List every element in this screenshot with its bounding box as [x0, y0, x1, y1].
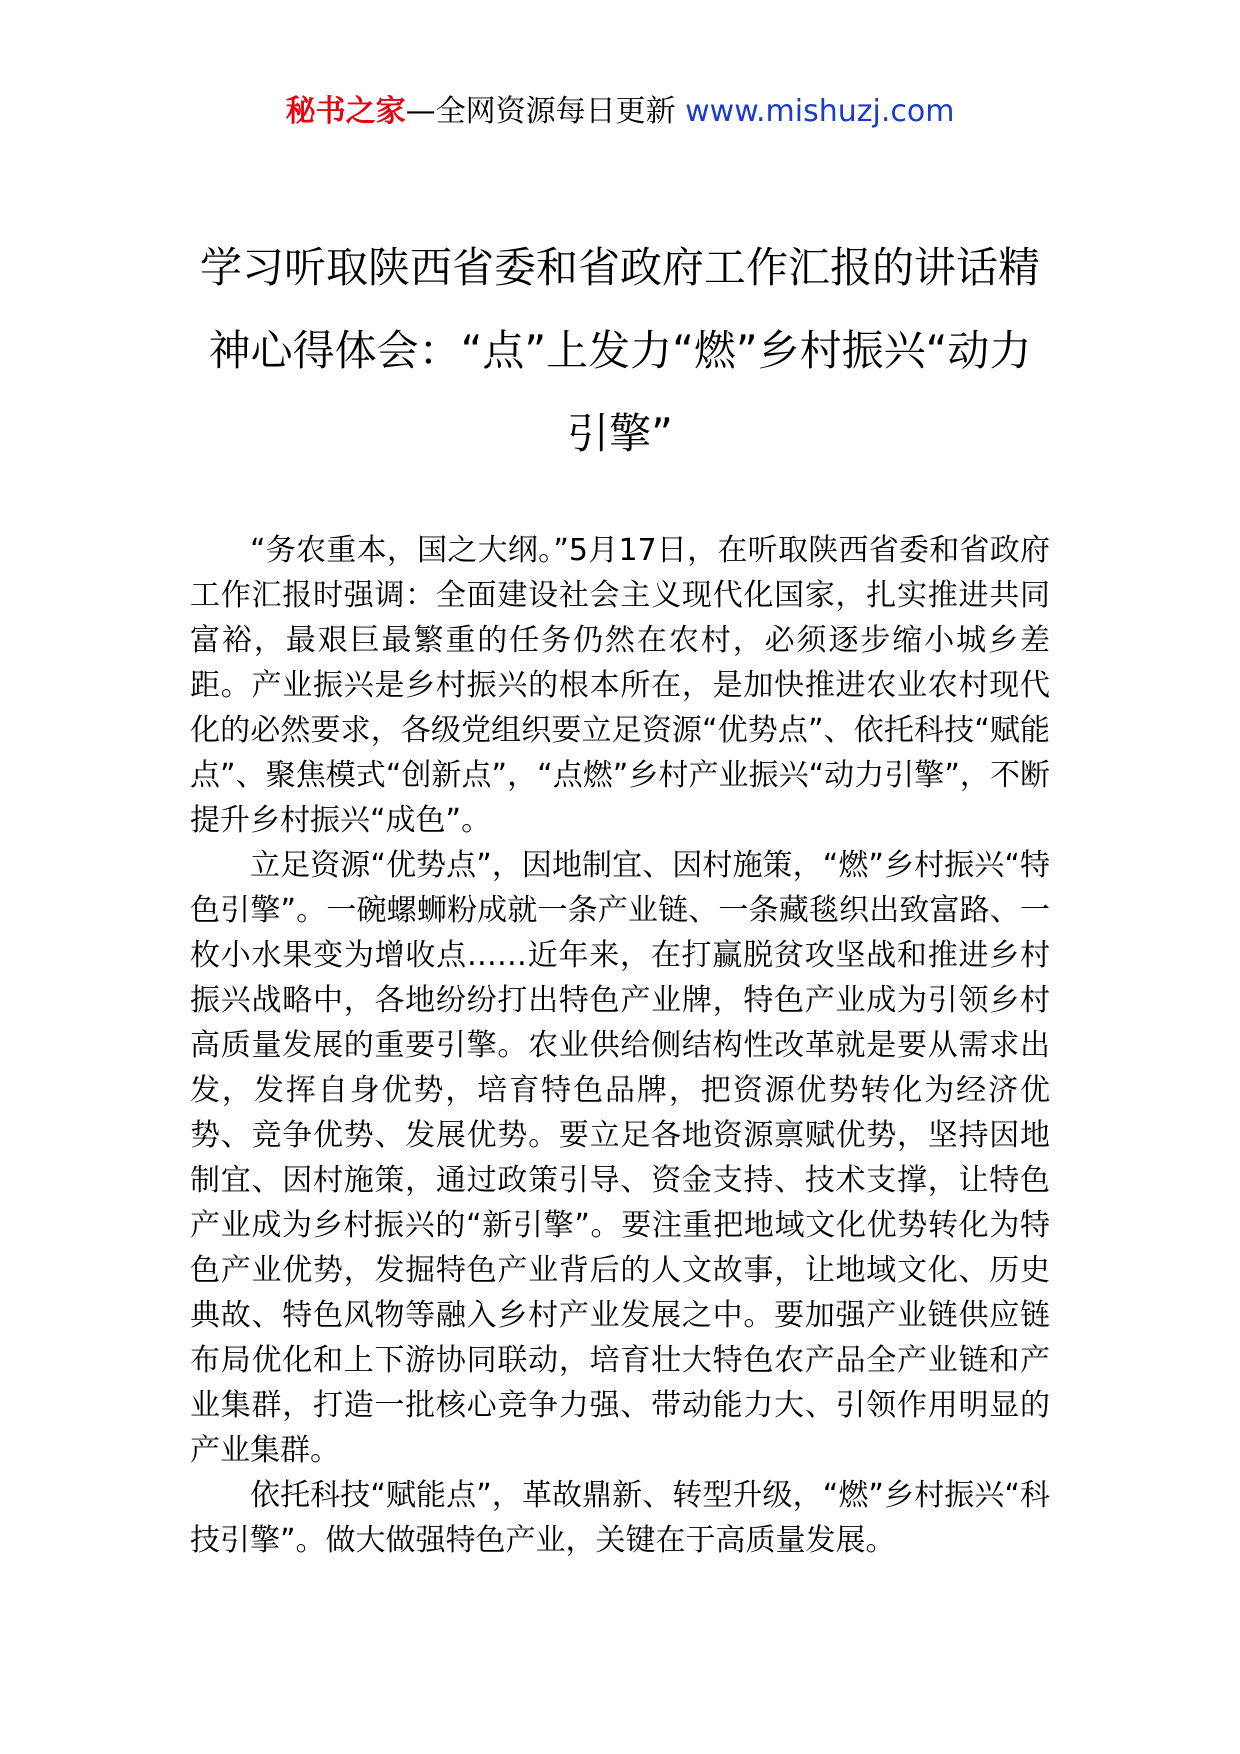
site-url-link[interactable]: www.mishuzj.com — [685, 94, 955, 129]
body-paragraph: “务农重本，国之大纲。”5月17日，在听取陕西省委和省政府工作汇报时强调：全面建设社会主义现代化国家，扎实推进共同富裕，最艰巨最繁重的任务仍然在农村，必须逐步缩小城乡差距。产业振兴是乡村振兴的根本所在，是加快推进农业农村现代化的必然要求，各级党组织要立足资源“优势点”、依托科技“赋能点”、聚焦模式“创新点”，“点燃”乡村产业振兴“动力引擎”，不断提升乡村振兴“成色”。 — [190, 533, 1050, 838]
site-tagline: —全网资源每日更新 — [405, 94, 686, 129]
body-paragraph: 立足资源“优势点”，因地制宜、因村施策，“燃”乡村振兴“特色引擎”。一碗螺蛳粉成就一条产业链、一条藏毯织出致富路、一枚小水果变为增收点……近年来，在打赢脱贫攻坚战和推进乡村振兴战略中，各地纷纷打出特色产业牌，特色产业成为引领乡村高质量发展的重要引擎。农业供给侧结构性改革就是要从需求出发，发挥自身优势，培育特色品牌，把资源优势转化为经济优势、竞争优势、发展优势。要立足各地资源禀赋优势，坚持因地制宜、因村施策，通过政策引导、资金支持、技术支撑，让特色产业成为乡村振兴的“新引擎”。要注重把地域文化优势转化为特色产业优势，发掘特色产业背后的人文故事，让地域文化、历史典故、特色风物等融入乡村产业发展之中。要加强产业链供应链布局优化和上下游协同联动，培育壮大特色农产品全产业链和产业集群，打造一批核心竞争力强、带动能力大、引领作用明显的产业集群。 — [190, 848, 1050, 1468]
document-title: 学习听取陕西省委和省政府工作汇报的讲话精神心得体会：“点”上发力“燃”乡村振兴“动力引擎” — [199, 243, 1040, 458]
site-header — [0, 92, 1240, 132]
body-paragraph: 依托科技“赋能点”，革故鼎新、转型升级，“燃”乡村振兴“科技引擎”。做大做强特色产业，关键在于高质量发展。 — [190, 1478, 1050, 1558]
document-body — [190, 528, 1050, 1563]
site-brand: 秘书之家 — [285, 94, 406, 129]
